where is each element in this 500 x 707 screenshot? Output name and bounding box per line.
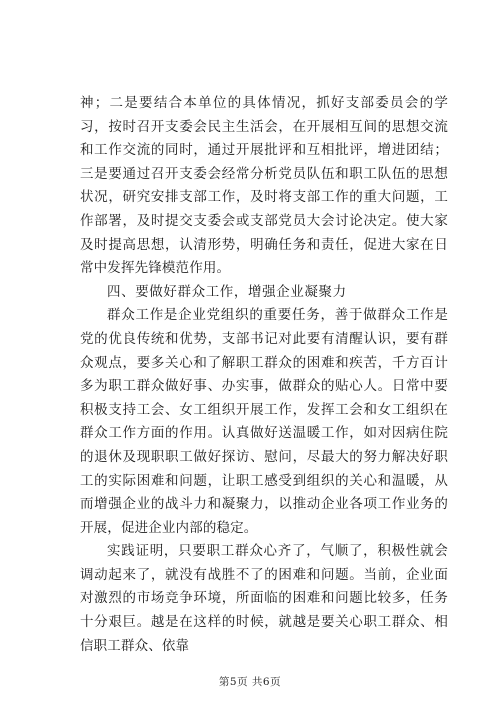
paragraph-practice: 实践证明，只要职工群众心齐了，气顺了，积极性就会调动起来了，就没有战胜不了的困难和问题。当前，企业面对激烈的市场竞争环境，所面临的困难和问题比较多，任务十分艰巨。越是在这样的时候，就越是要关心职工群众、相信职工群众、依靠 [80,543,448,654]
paragraph-continuation: 神；二是要结合本单位的具体情况，抓好支部委员会的学习，按时召开支委会民主生活会，在开展相互间的思想交流和工作交流的同时，通过开展批评和互相批评，增进团结；三是要通过召开支委会经常分析党员队伍和职工队伍的思想状况，研究安排支部工作，及时将支部工作的重大问题，工作部署，及时提交支委会或支部党员大会讨论决定。使大家及时提高思想，认清形势，明确任务和责任，促进大家在日常中发挥先锋模范作用。 [80,95,448,277]
page-number-footer: 第5页 共6页 [218,676,282,688]
paragraph-mass-work: 群众工作是企业党组织的重要任务，善于做群众工作是党的优良传统和优势，支部书记对此要有清醒认识，要有群众观点，要多关心和了解职工群众的困难和疾苦，千方百计多为职工群众做好事、办实事，做群众的贴心人。日常中要积极支持工会、女工组织开展工作，发挥工会和女工组织在群众工作方面的作用。认真做好送温暖工作，如对因病住院的退休及现职职工做好探访、慰问，尽最大的努力解决好职工的实际困难和问题，让职工感受到组织的关心和温暖，从而增强企业的战斗力和凝聚力，以推动企业各项工作业务的开展，促进企业内部的稳定。 [80,307,448,536]
section-heading: 四、要做好群众工作，增强企业凝聚力 [107,283,347,300]
document-body [80,92,448,658]
